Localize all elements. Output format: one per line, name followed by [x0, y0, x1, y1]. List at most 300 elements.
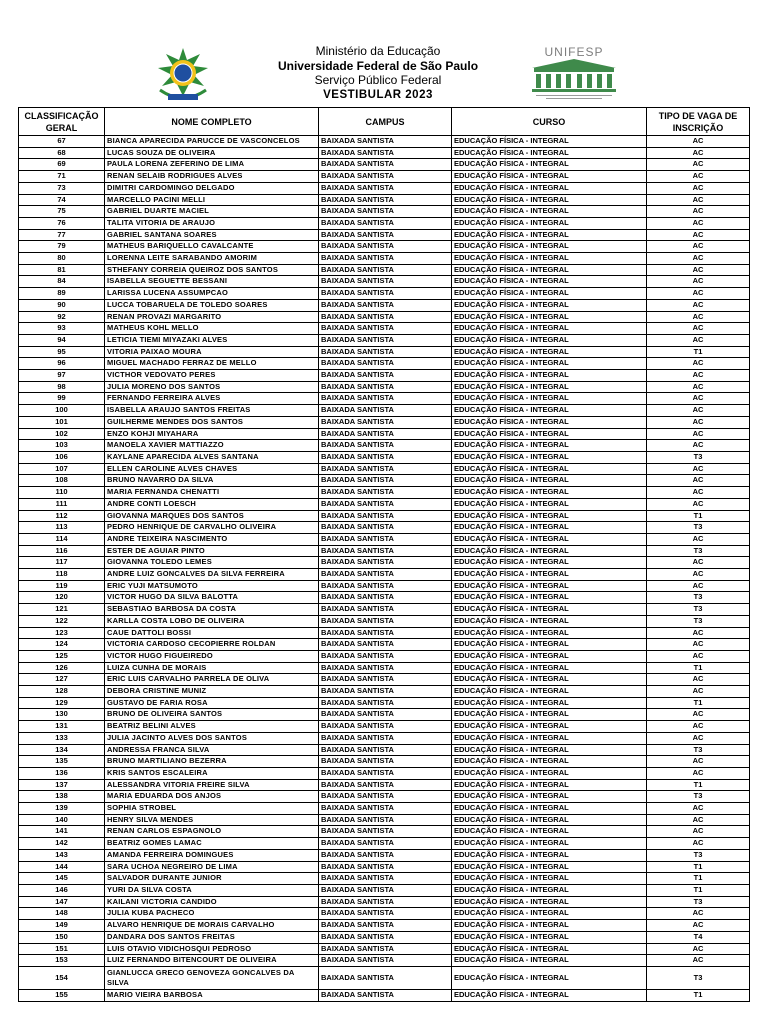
course-cell: EDUCAÇÃO FÍSICA - INTEGRAL: [452, 627, 647, 639]
course-cell: EDUCAÇÃO FÍSICA - INTEGRAL: [452, 346, 647, 358]
campus-cell: BAIXADA SANTISTA: [319, 557, 452, 569]
campus-cell: BAIXADA SANTISTA: [319, 510, 452, 522]
rank-cell: 116: [19, 545, 105, 557]
vacancy-type-cell: AC: [647, 756, 750, 768]
course-cell: EDUCAÇÃO FÍSICA - INTEGRAL: [452, 931, 647, 943]
table-row: [19, 522, 750, 534]
table-row: [19, 311, 750, 323]
rank-cell: 148: [19, 908, 105, 920]
name-cell: HENRY SILVA MENDES: [105, 814, 319, 826]
course-cell: EDUCAÇÃO FÍSICA - INTEGRAL: [452, 721, 647, 733]
course-cell: EDUCAÇÃO FÍSICA - INTEGRAL: [452, 334, 647, 346]
course-cell: EDUCAÇÃO FÍSICA - INTEGRAL: [452, 405, 647, 417]
vacancy-type-cell: AC: [647, 533, 750, 545]
name-cell: VICTHOR VEDOVATO PERES: [105, 370, 319, 382]
name-cell: KAYLANE APARECIDA ALVES SANTANA: [105, 451, 319, 463]
vacancy-type-cell: AC: [647, 943, 750, 955]
campus-cell: BAIXADA SANTISTA: [319, 615, 452, 627]
rank-cell: 117: [19, 557, 105, 569]
rank-cell: 74: [19, 194, 105, 206]
rank-cell: 76: [19, 217, 105, 229]
table-row: [19, 416, 750, 428]
name-cell: ANDRE TEIXEIRA NASCIMENTO: [105, 533, 319, 545]
course-cell: EDUCAÇÃO FÍSICA - INTEGRAL: [452, 767, 647, 779]
rank-cell: 137: [19, 779, 105, 791]
document-header: [0, 0, 768, 107]
campus-cell: BAIXADA SANTISTA: [319, 966, 452, 989]
course-cell: EDUCAÇÃO FÍSICA - INTEGRAL: [452, 569, 647, 581]
table-row: [19, 206, 750, 218]
table-row: [19, 194, 750, 206]
name-cell: MARCELLO PACINI MELLI: [105, 194, 319, 206]
campus-cell: BAIXADA SANTISTA: [319, 873, 452, 885]
table-row: [19, 557, 750, 569]
rank-cell: 141: [19, 826, 105, 838]
table-row: [19, 838, 750, 850]
vacancy-type-cell: AC: [647, 334, 750, 346]
table-row: [19, 171, 750, 183]
vacancy-type-cell: AC: [647, 182, 750, 194]
vacancy-type-cell: AC: [647, 639, 750, 651]
name-cell: SARA UCHOA NEGREIRO DE LIMA: [105, 861, 319, 873]
course-cell: EDUCAÇÃO FÍSICA - INTEGRAL: [452, 732, 647, 744]
course-cell: EDUCAÇÃO FÍSICA - INTEGRAL: [452, 943, 647, 955]
rank-cell: 123: [19, 627, 105, 639]
course-cell: EDUCAÇÃO FÍSICA - INTEGRAL: [452, 323, 647, 335]
rank-cell: 138: [19, 791, 105, 803]
rank-cell: 75: [19, 206, 105, 218]
vacancy-type-cell: AC: [647, 159, 750, 171]
name-cell: YURI DA SILVA COSTA: [105, 885, 319, 897]
campus-cell: BAIXADA SANTISTA: [319, 697, 452, 709]
campus-cell: BAIXADA SANTISTA: [319, 756, 452, 768]
rank-cell: 119: [19, 580, 105, 592]
name-cell: RENAN SELAIB RODRIGUES ALVES: [105, 171, 319, 183]
vacancy-type-cell: AC: [647, 393, 750, 405]
rank-cell: 73: [19, 182, 105, 194]
vacancy-type-cell: T1: [647, 989, 750, 1001]
name-cell: LUIZ FERNANDO BITENCOURT DE OLIVEIRA: [105, 955, 319, 967]
rank-cell: 140: [19, 814, 105, 826]
table-row: [19, 908, 750, 920]
vacancy-type-cell: T1: [647, 873, 750, 885]
course-cell: EDUCAÇÃO FÍSICA - INTEGRAL: [452, 814, 647, 826]
name-cell: VICTOR HUGO FIGUEIREDO: [105, 650, 319, 662]
name-cell: MANOELA XAVIER MATTIAZZO: [105, 440, 319, 452]
rank-cell: 155: [19, 989, 105, 1001]
name-cell: ESTER DE AGUIAR PINTO: [105, 545, 319, 557]
course-cell: EDUCAÇÃO FÍSICA - INTEGRAL: [452, 885, 647, 897]
course-cell: EDUCAÇÃO FÍSICA - INTEGRAL: [452, 311, 647, 323]
name-cell: MARIA EDUARDA DOS ANJOS: [105, 791, 319, 803]
rank-cell: 111: [19, 498, 105, 510]
course-cell: EDUCAÇÃO FÍSICA - INTEGRAL: [452, 838, 647, 850]
table-row: [19, 650, 750, 662]
vacancy-type-cell: AC: [647, 147, 750, 159]
campus-cell: BAIXADA SANTISTA: [319, 569, 452, 581]
course-cell: EDUCAÇÃO FÍSICA - INTEGRAL: [452, 264, 647, 276]
course-cell: EDUCAÇÃO FÍSICA - INTEGRAL: [452, 615, 647, 627]
campus-cell: BAIXADA SANTISTA: [319, 229, 452, 241]
table-row: [19, 627, 750, 639]
rank-cell: 142: [19, 838, 105, 850]
name-cell: VITORIA PAIXAO MOURA: [105, 346, 319, 358]
name-cell: JULIA MORENO DOS SANTOS: [105, 381, 319, 393]
name-cell: BEATRIZ BELINI ALVES: [105, 721, 319, 733]
name-cell: DANDARA DOS SANTOS FREITAS: [105, 931, 319, 943]
vacancy-type-cell: AC: [647, 416, 750, 428]
campus-cell: BAIXADA SANTISTA: [319, 896, 452, 908]
course-cell: EDUCAÇÃO FÍSICA - INTEGRAL: [452, 393, 647, 405]
course-cell: EDUCAÇÃO FÍSICA - INTEGRAL: [452, 604, 647, 616]
name-cell: LARISSA LUCENA ASSUMPCAO: [105, 288, 319, 300]
vacancy-type-cell: AC: [647, 627, 750, 639]
table-row: [19, 182, 750, 194]
rank-cell: 143: [19, 849, 105, 861]
course-cell: EDUCAÇÃO FÍSICA - INTEGRAL: [452, 147, 647, 159]
name-cell: ENZO KOHJI MIYAHARA: [105, 428, 319, 440]
vacancy-type-cell: AC: [647, 686, 750, 698]
name-cell: GUSTAVO DE FARIA ROSA: [105, 697, 319, 709]
campus-cell: BAIXADA SANTISTA: [319, 592, 452, 604]
rank-cell: 154: [19, 966, 105, 989]
name-cell: ERIC YUJI MATSUMOTO: [105, 580, 319, 592]
course-cell: EDUCAÇÃO FÍSICA - INTEGRAL: [452, 136, 647, 148]
campus-cell: BAIXADA SANTISTA: [319, 487, 452, 499]
table-row: [19, 791, 750, 803]
course-cell: EDUCAÇÃO FÍSICA - INTEGRAL: [452, 171, 647, 183]
vacancy-type-cell: AC: [647, 194, 750, 206]
vacancy-type-cell: T1: [647, 861, 750, 873]
campus-cell: BAIXADA SANTISTA: [319, 334, 452, 346]
name-cell: RENAN CARLOS ESPAGNOLO: [105, 826, 319, 838]
table-row: [19, 451, 750, 463]
course-cell: EDUCAÇÃO FÍSICA - INTEGRAL: [452, 451, 647, 463]
table-row: [19, 989, 750, 1001]
vacancy-type-cell: AC: [647, 381, 750, 393]
table-row: [19, 498, 750, 510]
table-row: [19, 370, 750, 382]
table-row: [19, 767, 750, 779]
course-cell: EDUCAÇÃO FÍSICA - INTEGRAL: [452, 288, 647, 300]
table-row: [19, 405, 750, 417]
rank-cell: 130: [19, 709, 105, 721]
unifesp-logo-text: UNIFESP: [544, 45, 604, 59]
rank-cell: 92: [19, 311, 105, 323]
table-row: [19, 487, 750, 499]
vacancy-type-cell: AC: [647, 241, 750, 253]
course-cell: EDUCAÇÃO FÍSICA - INTEGRAL: [452, 545, 647, 557]
table-row: [19, 159, 750, 171]
campus-cell: BAIXADA SANTISTA: [319, 451, 452, 463]
campus-cell: BAIXADA SANTISTA: [319, 276, 452, 288]
rank-cell: 114: [19, 533, 105, 545]
campus-cell: BAIXADA SANTISTA: [319, 475, 452, 487]
campus-cell: BAIXADA SANTISTA: [319, 791, 452, 803]
name-cell: GUILHERME MENDES DOS SANTOS: [105, 416, 319, 428]
name-cell: MATHEUS KOHL MELLO: [105, 323, 319, 335]
table-row: [19, 510, 750, 522]
rank-cell: 68: [19, 147, 105, 159]
table-row: [19, 732, 750, 744]
vacancy-type-cell: AC: [647, 908, 750, 920]
campus-cell: BAIXADA SANTISTA: [319, 803, 452, 815]
name-cell: JULIA JACINTO ALVES DOS SANTOS: [105, 732, 319, 744]
table-row: [19, 756, 750, 768]
vacancy-type-cell: AC: [647, 264, 750, 276]
vacancy-type-cell: AC: [647, 721, 750, 733]
campus-cell: BAIXADA SANTISTA: [319, 217, 452, 229]
vacancy-type-cell: AC: [647, 323, 750, 335]
course-cell: EDUCAÇÃO FÍSICA - INTEGRAL: [452, 253, 647, 265]
rank-cell: 125: [19, 650, 105, 662]
course-cell: EDUCAÇÃO FÍSICA - INTEGRAL: [452, 697, 647, 709]
campus-cell: BAIXADA SANTISTA: [319, 405, 452, 417]
name-cell: JULIA KUBA PACHECO: [105, 908, 319, 920]
course-cell: EDUCAÇÃO FÍSICA - INTEGRAL: [452, 557, 647, 569]
vacancy-type-cell: AC: [647, 206, 750, 218]
table-row: [19, 358, 750, 370]
campus-cell: BAIXADA SANTISTA: [319, 662, 452, 674]
table-row: [19, 686, 750, 698]
campus-cell: BAIXADA SANTISTA: [319, 545, 452, 557]
vacancy-type-cell: T1: [647, 510, 750, 522]
name-cell: SALVADOR DURANTE JUNIOR: [105, 873, 319, 885]
header-campus: CAMPUS: [319, 108, 452, 136]
rank-cell: 139: [19, 803, 105, 815]
course-cell: EDUCAÇÃO FÍSICA - INTEGRAL: [452, 861, 647, 873]
name-cell: LUIZA CUNHA DE MORAIS: [105, 662, 319, 674]
table-row: [19, 323, 750, 335]
rank-cell: 122: [19, 615, 105, 627]
name-cell: ALESSANDRA VITORIA FREIRE SILVA: [105, 779, 319, 791]
course-cell: EDUCAÇÃO FÍSICA - INTEGRAL: [452, 194, 647, 206]
course-cell: EDUCAÇÃO FÍSICA - INTEGRAL: [452, 440, 647, 452]
name-cell: LORENNA LEITE SARABANDO AMORIM: [105, 253, 319, 265]
name-cell: BRUNO MARTILIANO BEZERRA: [105, 756, 319, 768]
table-row: [19, 662, 750, 674]
name-cell: ANDRE CONTI LOESCH: [105, 498, 319, 510]
vacancy-type-cell: T1: [647, 779, 750, 791]
name-cell: LUCAS SOUZA DE OLIVEIRA: [105, 147, 319, 159]
table-row: [19, 428, 750, 440]
results-table: [18, 107, 750, 1002]
course-cell: EDUCAÇÃO FÍSICA - INTEGRAL: [452, 639, 647, 651]
campus-cell: BAIXADA SANTISTA: [319, 241, 452, 253]
rank-cell: 93: [19, 323, 105, 335]
rank-cell: 90: [19, 299, 105, 311]
course-cell: EDUCAÇÃO FÍSICA - INTEGRAL: [452, 463, 647, 475]
course-cell: EDUCAÇÃO FÍSICA - INTEGRAL: [452, 381, 647, 393]
table-row: [19, 873, 750, 885]
name-cell: KAILANI VICTORIA CANDIDO: [105, 896, 319, 908]
name-cell: GIANLUCCA GRECO GENOVEZA GONCALVES DA SILVA: [105, 966, 319, 989]
rank-cell: 107: [19, 463, 105, 475]
rank-cell: 126: [19, 662, 105, 674]
table-row: [19, 966, 750, 989]
ministry-line: Ministério da Educação: [315, 44, 441, 58]
table-row: [19, 814, 750, 826]
campus-cell: BAIXADA SANTISTA: [319, 136, 452, 148]
rank-cell: 80: [19, 253, 105, 265]
name-cell: TALITA VITORIA DE ARAUJO: [105, 217, 319, 229]
name-cell: VICTORIA CARDOSO CECOPIERRE ROLDAN: [105, 639, 319, 651]
table-body: [19, 136, 750, 1002]
campus-cell: BAIXADA SANTISTA: [319, 147, 452, 159]
rank-cell: 127: [19, 674, 105, 686]
course-cell: EDUCAÇÃO FÍSICA - INTEGRAL: [452, 662, 647, 674]
rank-cell: 94: [19, 334, 105, 346]
campus-cell: BAIXADA SANTISTA: [319, 159, 452, 171]
course-cell: EDUCAÇÃO FÍSICA - INTEGRAL: [452, 522, 647, 534]
course-cell: EDUCAÇÃO FÍSICA - INTEGRAL: [452, 416, 647, 428]
course-cell: EDUCAÇÃO FÍSICA - INTEGRAL: [452, 896, 647, 908]
vacancy-type-cell: AC: [647, 428, 750, 440]
campus-cell: BAIXADA SANTISTA: [319, 955, 452, 967]
name-cell: LUCCA TOBARUELA DE TOLEDO SOARES: [105, 299, 319, 311]
campus-cell: BAIXADA SANTISTA: [319, 416, 452, 428]
rank-cell: 147: [19, 896, 105, 908]
campus-cell: BAIXADA SANTISTA: [319, 428, 452, 440]
name-cell: ISABELLA ARAUJO SANTOS FREITAS: [105, 405, 319, 417]
campus-cell: BAIXADA SANTISTA: [319, 639, 452, 651]
rank-cell: 79: [19, 241, 105, 253]
rank-cell: 135: [19, 756, 105, 768]
course-cell: EDUCAÇÃO FÍSICA - INTEGRAL: [452, 182, 647, 194]
name-cell: RENAN PROVAZI MARGARITO: [105, 311, 319, 323]
vacancy-type-cell: T3: [647, 896, 750, 908]
name-cell: BEATRIZ GOMES LAMAC: [105, 838, 319, 850]
vacancy-type-cell: AC: [647, 674, 750, 686]
name-cell: PEDRO HENRIQUE DE CARVALHO OLIVEIRA: [105, 522, 319, 534]
name-cell: CAUE DATTOLI BOSSI: [105, 627, 319, 639]
rank-cell: 81: [19, 264, 105, 276]
rank-cell: 89: [19, 288, 105, 300]
table-row: [19, 393, 750, 405]
exam-title: VESTIBULAR 2023: [323, 88, 433, 101]
campus-cell: BAIXADA SANTISTA: [319, 650, 452, 662]
brazil-coat-of-arms-icon: [152, 46, 214, 104]
vacancy-type-cell: T3: [647, 451, 750, 463]
name-cell: PAULA LORENA ZEFERINO DE LIMA: [105, 159, 319, 171]
course-cell: EDUCAÇÃO FÍSICA - INTEGRAL: [452, 229, 647, 241]
course-cell: EDUCAÇÃO FÍSICA - INTEGRAL: [452, 920, 647, 932]
vacancy-type-cell: T3: [647, 522, 750, 534]
campus-cell: BAIXADA SANTISTA: [319, 861, 452, 873]
course-cell: EDUCAÇÃO FÍSICA - INTEGRAL: [452, 966, 647, 989]
vacancy-type-cell: AC: [647, 217, 750, 229]
campus-cell: BAIXADA SANTISTA: [319, 311, 452, 323]
vacancy-type-cell: T1: [647, 346, 750, 358]
course-cell: EDUCAÇÃO FÍSICA - INTEGRAL: [452, 674, 647, 686]
vacancy-type-cell: AC: [647, 955, 750, 967]
course-cell: EDUCAÇÃO FÍSICA - INTEGRAL: [452, 217, 647, 229]
vacancy-type-cell: AC: [647, 440, 750, 452]
vacancy-type-cell: T3: [647, 592, 750, 604]
header-name: NOME COMPLETO: [105, 108, 319, 136]
campus-cell: BAIXADA SANTISTA: [319, 299, 452, 311]
rank-cell: 110: [19, 487, 105, 499]
vacancy-type-cell: T1: [647, 662, 750, 674]
vacancy-type-cell: AC: [647, 838, 750, 850]
campus-cell: BAIXADA SANTISTA: [319, 920, 452, 932]
name-cell: VICTOR HUGO DA SILVA BALOTTA: [105, 592, 319, 604]
course-cell: EDUCAÇÃO FÍSICA - INTEGRAL: [452, 756, 647, 768]
name-cell: ANDRE LUIZ GONCALVES DA SILVA FERREIRA: [105, 569, 319, 581]
table-row: [19, 463, 750, 475]
vacancy-type-cell: AC: [647, 405, 750, 417]
campus-cell: BAIXADA SANTISTA: [319, 744, 452, 756]
table-row: [19, 931, 750, 943]
table-row: [19, 615, 750, 627]
campus-cell: BAIXADA SANTISTA: [319, 533, 452, 545]
course-cell: EDUCAÇÃO FÍSICA - INTEGRAL: [452, 686, 647, 698]
campus-cell: BAIXADA SANTISTA: [319, 171, 452, 183]
name-cell: DEBORA CRISTINE MUNIZ: [105, 686, 319, 698]
name-cell: GIOVANNA MARQUES DOS SANTOS: [105, 510, 319, 522]
campus-cell: BAIXADA SANTISTA: [319, 323, 452, 335]
course-cell: EDUCAÇÃO FÍSICA - INTEGRAL: [452, 358, 647, 370]
header-vacancy-type: TIPO DE VAGA DE INSCRIÇÃO: [647, 108, 750, 136]
vacancy-type-cell: T3: [647, 545, 750, 557]
course-cell: EDUCAÇÃO FÍSICA - INTEGRAL: [452, 206, 647, 218]
campus-cell: BAIXADA SANTISTA: [319, 522, 452, 534]
vacancy-type-cell: AC: [647, 171, 750, 183]
rank-cell: 146: [19, 885, 105, 897]
campus-cell: BAIXADA SANTISTA: [319, 346, 452, 358]
table-row: [19, 826, 750, 838]
campus-cell: BAIXADA SANTISTA: [319, 253, 452, 265]
campus-cell: BAIXADA SANTISTA: [319, 498, 452, 510]
campus-cell: BAIXADA SANTISTA: [319, 440, 452, 452]
rank-cell: 120: [19, 592, 105, 604]
rank-cell: 133: [19, 732, 105, 744]
course-cell: EDUCAÇÃO FÍSICA - INTEGRAL: [452, 955, 647, 967]
vacancy-type-cell: AC: [647, 498, 750, 510]
name-cell: MARIA FERNANDA CHENATTI: [105, 487, 319, 499]
vacancy-type-cell: AC: [647, 920, 750, 932]
campus-cell: BAIXADA SANTISTA: [319, 931, 452, 943]
table-row: [19, 288, 750, 300]
vacancy-type-cell: AC: [647, 463, 750, 475]
campus-cell: BAIXADA SANTISTA: [319, 358, 452, 370]
campus-cell: BAIXADA SANTISTA: [319, 989, 452, 1001]
rank-cell: 136: [19, 767, 105, 779]
vacancy-type-cell: AC: [647, 288, 750, 300]
table-row: [19, 639, 750, 651]
header-course: CURSO: [452, 108, 647, 136]
vacancy-type-cell: T1: [647, 885, 750, 897]
vacancy-type-cell: AC: [647, 487, 750, 499]
table-row: [19, 440, 750, 452]
name-cell: SOPHIA STROBEL: [105, 803, 319, 815]
table-row: [19, 533, 750, 545]
rank-cell: 97: [19, 370, 105, 382]
table-row: [19, 896, 750, 908]
table-row: [19, 744, 750, 756]
course-cell: EDUCAÇÃO FÍSICA - INTEGRAL: [452, 744, 647, 756]
table-row: [19, 229, 750, 241]
rank-cell: 151: [19, 943, 105, 955]
vacancy-type-cell: AC: [647, 253, 750, 265]
course-cell: EDUCAÇÃO FÍSICA - INTEGRAL: [452, 592, 647, 604]
rank-cell: 84: [19, 276, 105, 288]
vacancy-type-cell: AC: [647, 814, 750, 826]
name-cell: GABRIEL SANTANA SOARES: [105, 229, 319, 241]
course-cell: EDUCAÇÃO FÍSICA - INTEGRAL: [452, 580, 647, 592]
vacancy-type-cell: AC: [647, 557, 750, 569]
name-cell: ISABELLA SEGUETTE BESSANI: [105, 276, 319, 288]
